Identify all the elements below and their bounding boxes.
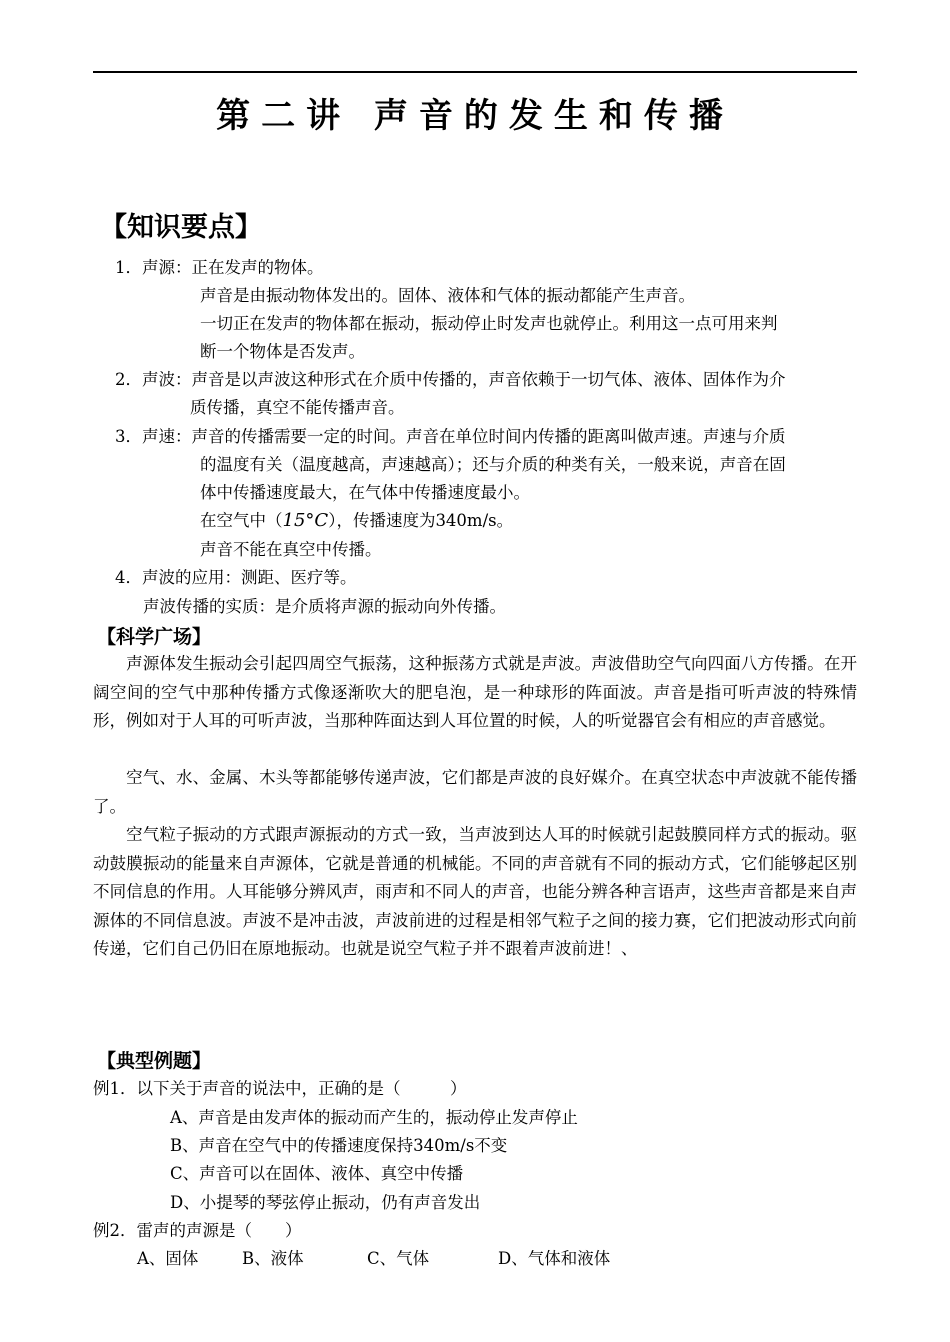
page-title: 第二讲 声音的发生和传播 xyxy=(216,96,734,136)
item3-line2: 的温度有关（温度越高，声速越高）；还与介质的种类有关，一般来说，声音在固 xyxy=(200,455,786,474)
example2-question: 例2．雷声的声源是（ ） xyxy=(93,1221,302,1240)
example2-option-a: A、固体 xyxy=(137,1249,199,1268)
science-paragraph-1 xyxy=(93,650,857,736)
item1-line3: 一切正在发声的物体都在振动，振动停止时发声也就停止。利用这一点可用来判 xyxy=(200,314,778,333)
knowledge-heading: 【知识要点】 xyxy=(100,212,262,243)
science-p3-text: 空气粒子振动的方式跟声源振动的方式一致，当声波到达人耳的时候就引起鼓膜同样方式的振动。驱动鼓膜振动的能量来自声源体，它就是普通的机械能。不同的声音就有不同的振动方式，它们能够起区别不同信息的作用。人耳能够分辨风声，雨声和不同人的声音，也能分辨各种言语声，这些声音都是来自声源体的不同信息波。声波不是冲击波，声波前进的过程是相邻气粒子之间的接力赛，它们把波动形式向前传递，它们自己仍旧在原地振动。也就是说空气粒子并不跟着声波前进！、 xyxy=(93,825,857,959)
science-paragraph-3 xyxy=(93,821,857,964)
examples-heading: 【典型例题】 xyxy=(97,1050,212,1072)
example1-option-d: D、小提琴的琴弦停止振动，仍有声音发出 xyxy=(170,1193,481,1212)
temperature-value: 15°C xyxy=(282,510,329,531)
item3-line3: 体中传播速度最大，在气体中传播速度最小。 xyxy=(200,483,530,502)
item3-line4 xyxy=(200,511,513,531)
header-rule xyxy=(93,71,857,73)
science-p2-text: 空气、水、金属、木头等都能够传递声波，它们都是声波的良好媒介。在真空状态中声波就不能传播了。 xyxy=(93,768,857,816)
item4-line1: 4．声波的应用：测距、医疗等。 xyxy=(115,568,357,587)
science-paragraph-2 xyxy=(93,764,857,821)
example1-question: 例1．以下关于声音的说法中，正确的是（ ） xyxy=(93,1079,467,1098)
example2-option-d: D、气体和液体 xyxy=(498,1249,611,1268)
item3-line1: 3．声速：声音的传播需要一定的时间。声音在单位时间内传播的距离叫做声速。声速与介质 xyxy=(115,427,786,446)
example2-option-b: B、液体 xyxy=(242,1249,304,1268)
item2-line2: 质传播，真空不能传播声音。 xyxy=(190,398,405,417)
example2-option-c: C、气体 xyxy=(367,1249,430,1268)
item4-line2: 声波传播的实质：是介质将声源的振动向外传播。 xyxy=(143,597,506,616)
item3-line4-a: 在空气中（ xyxy=(200,511,283,530)
item3-line4-b: ），传播速度为340m/s。 xyxy=(328,511,514,530)
item1-label: 1．声源：正在发声的物体。 xyxy=(115,258,324,277)
item2-line1: 2．声波：声音是以声波这种形式在介质中传播的，声音依赖于一切气体、液体、固体作为介 xyxy=(115,370,786,389)
example1-option-a: A、声音是由发声体的振动而产生的，振动停止发声停止 xyxy=(170,1108,578,1127)
item1-line2: 声音是由振动物体发出的。固体、液体和气体的振动都能产生声音。 xyxy=(200,286,695,305)
example1-option-c: C、声音可以在固体、液体、真空中传播 xyxy=(170,1164,464,1183)
item1-line4: 断一个物体是否发声。 xyxy=(200,342,365,361)
item3-line5: 声音不能在真空中传播。 xyxy=(200,540,382,559)
example1-option-b: B、声音在空气中的传播速度保持340m/s不变 xyxy=(170,1136,508,1155)
science-p1-text: 声源体发生振动会引起四周空气振荡，这种振荡方式就是声波。声波借助空气向四面八方传播。在开阔空间的空气中那种传播方式像逐渐吹大的肥皂泡，是一种球形的阵面波。声音是指可听声波的特殊情形，例如对于人耳的可听声波，当那种阵面达到人耳位置的时候，人的听觉器官会有相应的声音感觉。 xyxy=(93,654,857,731)
science-heading: 【科学广场】 xyxy=(97,626,212,648)
